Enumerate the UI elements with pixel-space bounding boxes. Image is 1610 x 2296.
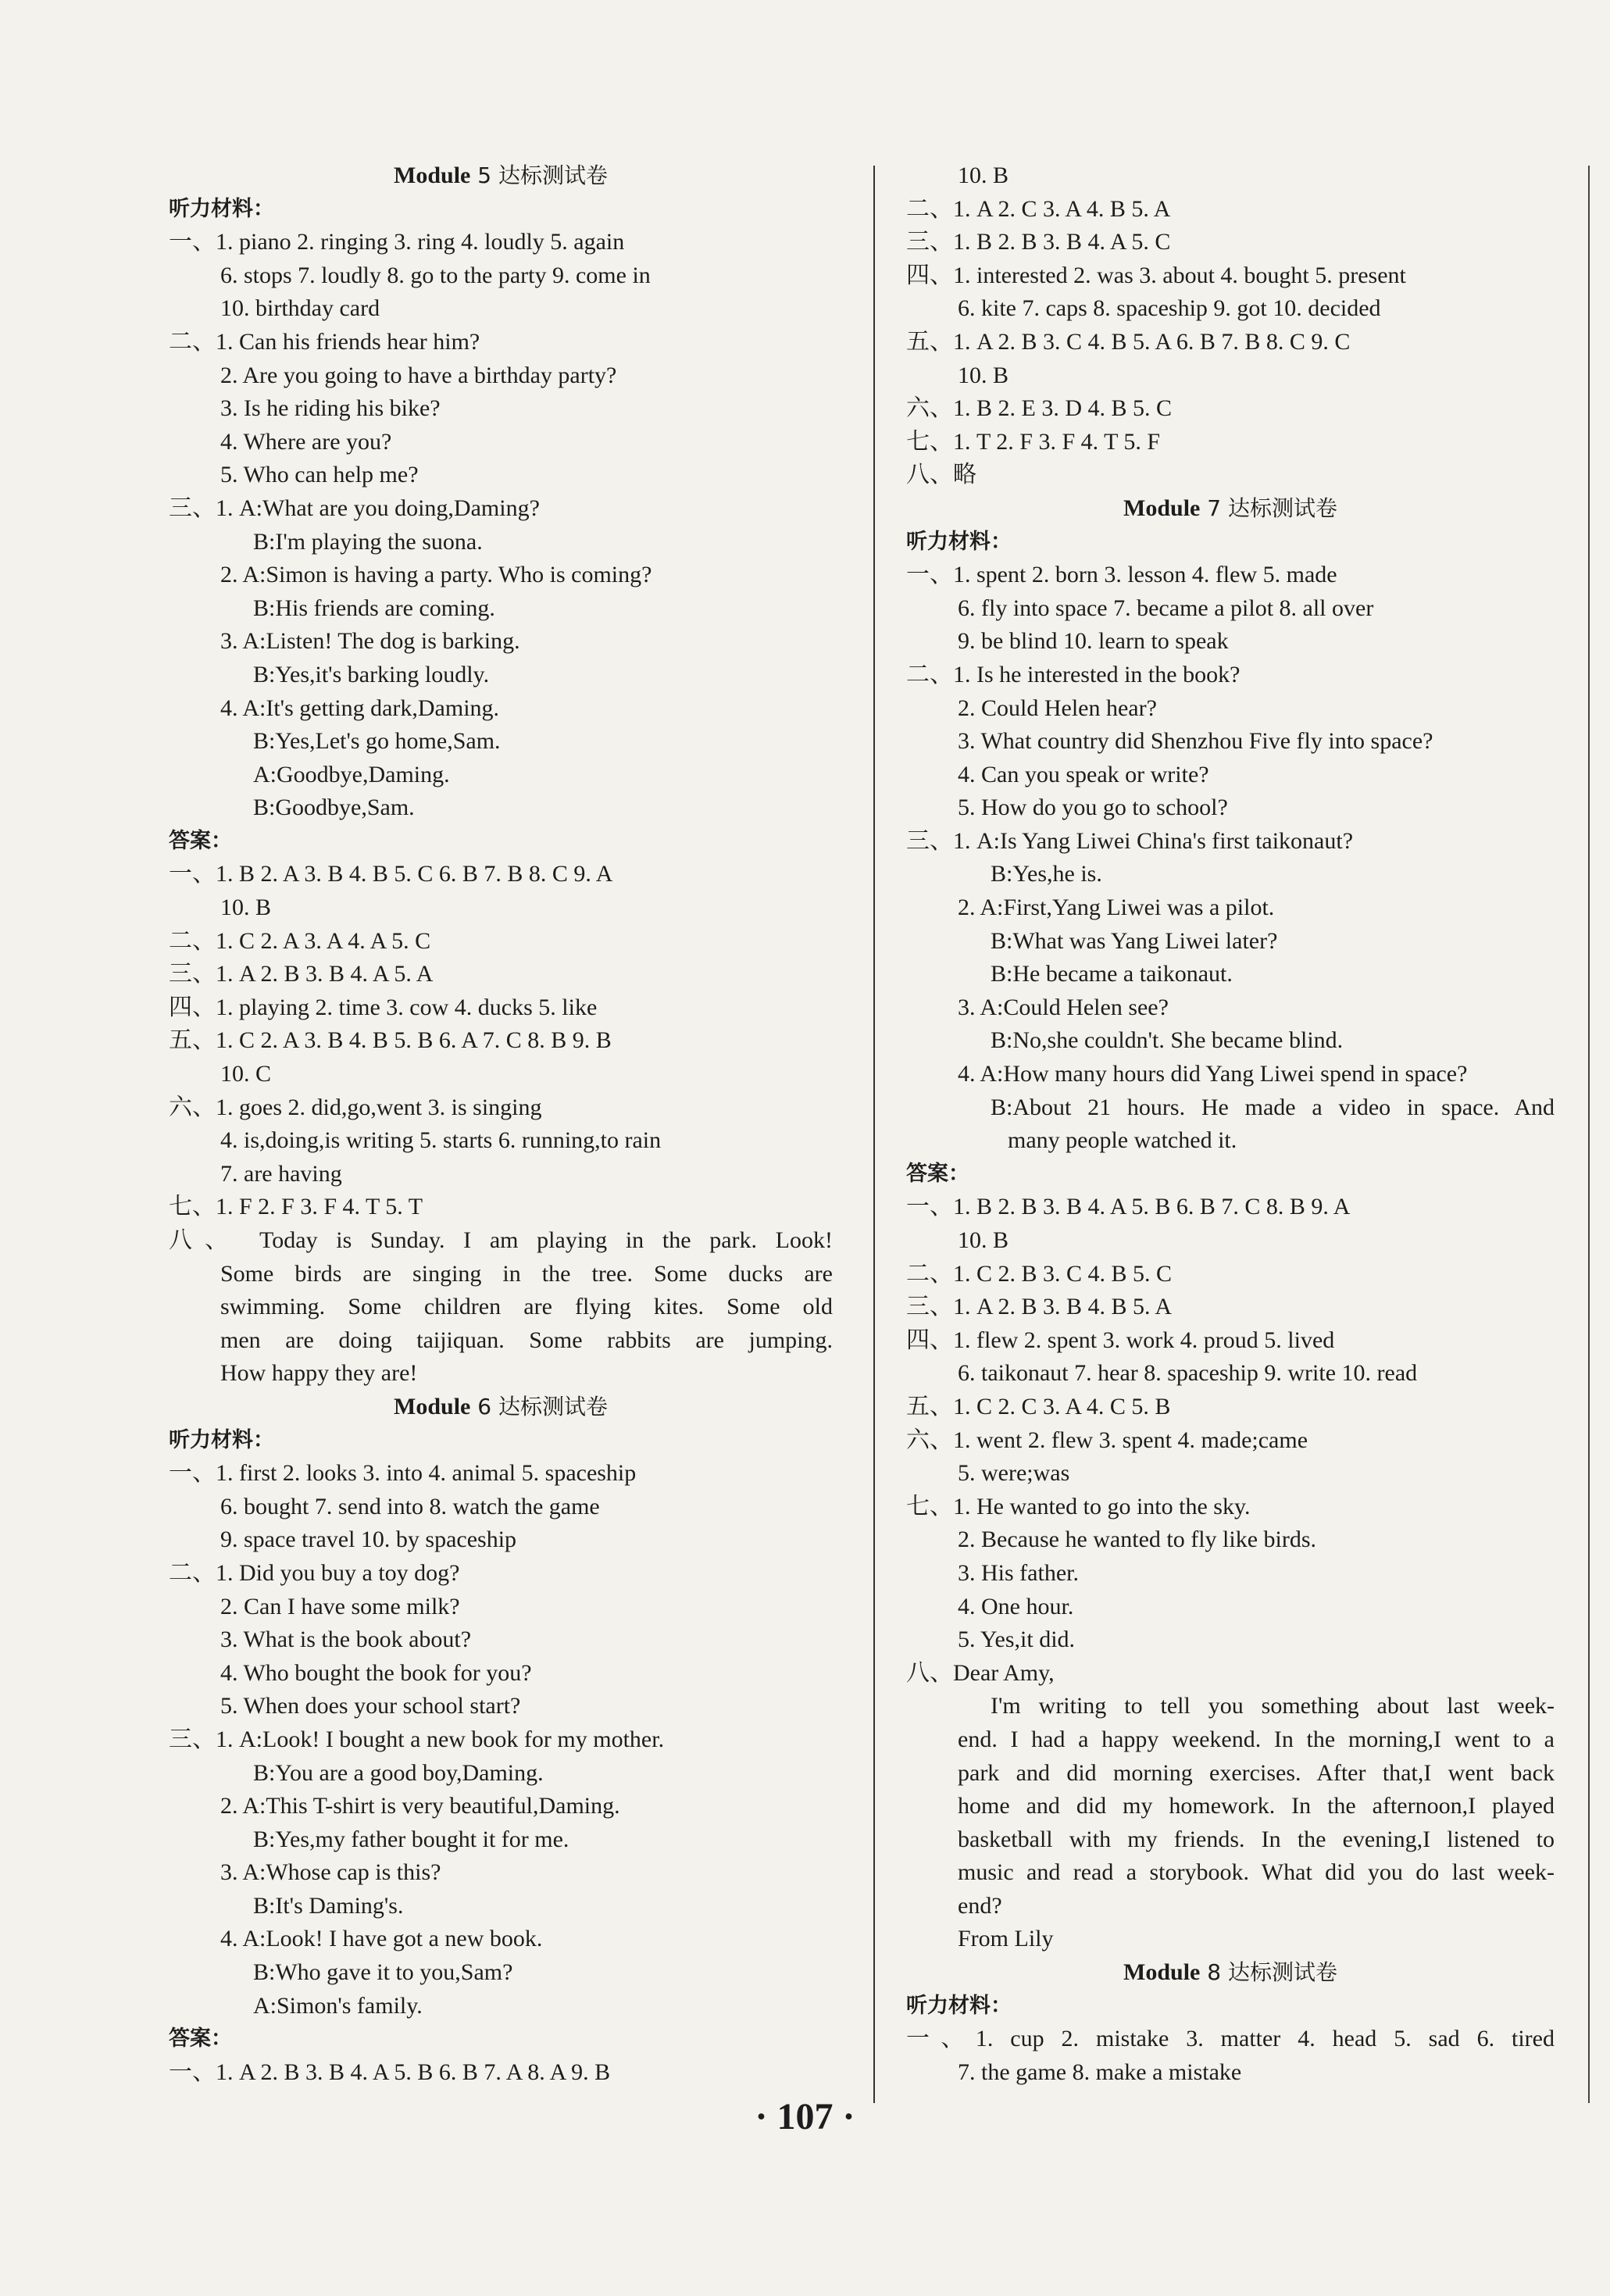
text-line: 10. C [220,1061,272,1087]
text-line: 10. B [958,362,1009,388]
text-line: B:Who gave it to you,Sam? [253,1959,513,1986]
text-line: B:About 21 hours. He made a video in space. And [991,1094,1555,1120]
text-line: 7. are having [220,1160,342,1187]
text-line: 三、1. A 2. B 3. B 4. B 5. A [906,1294,1173,1320]
text-line: 一、1. cup 2. mistake 3. matter 4. head 5. sad 6. tired [906,2026,1555,2052]
text-line: 2. Can I have some milk? [220,1593,460,1619]
text-line: 10. birthday card [220,295,380,322]
text-line: 7. the game 8. make a mistake [958,2059,1242,2085]
text-line: 4. One hour. [958,1593,1074,1619]
left-column [169,159,833,2089]
text-line: 5. Yes,it did. [958,1626,1076,1653]
text-line: B:Goodbye,Sam. [253,794,415,821]
text-line: 2. A:Simon is having a party. Who is coming? [220,562,652,588]
text-line: home and did my homework. In the afternoon,I played [958,1793,1555,1819]
text-line: 一、1. spent 2. born 3. lesson 4. flew 5. made [906,562,1337,588]
module-heading-subtitle: 6 达标测试卷 [470,1393,608,1419]
text-line: 一、1. A 2. B 3. B 4. A 5. B 6. B 7. A 8. A 9. B [169,2059,611,2085]
text-line: 八、 Today is Sunday. I am playing in the park. Look! [169,1227,833,1253]
text-line: many people watched it. [1008,1127,1237,1154]
text-line: 4. Who bought the book for you? [220,1659,532,1686]
text-line: 9. space travel 10. by spaceship [220,1527,517,1553]
text-line: 10. B [958,162,1009,188]
text-line: I'm writing to tell you something about last week- [991,1693,1555,1719]
section-label: 答案： [169,2026,232,2051]
text-line: 四、1. playing 2. time 3. cow 4. ducks 5. like [169,994,598,1020]
text-line: 2. A:First,Yang Liwei was a pilot. [958,894,1275,921]
text-line: 6. stops 7. loudly 8. go to the party 9. come in [220,262,651,288]
module-heading-label: Module [394,162,471,188]
page-number: · 107 · [755,2096,855,2137]
section-label: 听力材料： [906,1993,1012,2018]
text-line: B:It's Daming's. [253,1892,404,1919]
text-line: music and read a storybook. What did you do last week- [958,1859,1555,1886]
text-line: 3. A:Whose cap is this? [220,1859,441,1886]
section-label: 答案： [906,1161,969,1186]
text-line: 五、1. C 2. A 3. B 4. B 5. B 6. A 7. C 8. B 9. B [169,1027,612,1054]
text-line: end. I had a happy weekend. In the morning,I went to a [958,1726,1555,1752]
text-line: 2. Because he wanted to fly like birds. [958,1527,1317,1553]
text-line: 6. taikonaut 7. hear 8. spaceship 9. write 10. read [958,1360,1418,1387]
right-column [906,159,1555,2089]
text-line: 5. How do you go to school? [958,794,1228,821]
text-line: 9. be blind 10. learn to speak [958,628,1229,655]
text-line: 八、Dear Amy, [906,1659,1055,1686]
text-line: 二、1. Can his friends hear him? [169,328,480,355]
section-label: 听力材料： [906,529,1012,554]
text-line: 3. Is he riding his bike? [220,395,441,422]
section-label: 听力材料： [169,196,274,221]
text-line: 一、1. B 2. B 3. B 4. A 5. B 6. B 7. C 8. B 9. A [906,1194,1351,1220]
text-line: 七、1. He wanted to go into the sky. [906,1493,1251,1519]
page-edge-line [1588,166,1590,2103]
text-line: B:Yes,he is. [991,861,1102,887]
text-line: 3. A:Listen! The dog is barking. [220,628,520,655]
text-line: 6. kite 7. caps 8. spaceship 9. got 10. decided [958,295,1381,322]
text-line: 八、略 [906,462,976,488]
text-line: B:Yes,Let's go home,Sam. [253,728,501,755]
text-line: 6. fly into space 7. became a pilot 8. all over [958,595,1374,621]
text-line: B:I'm playing the suona. [253,528,483,555]
text-line: 六、1. B 2. E 3. D 4. B 5. C [906,395,1173,422]
text-line: 5. When does your school start? [220,1693,521,1719]
text-line: 一、1. piano 2. ringing 3. ring 4. loudly 5. again [169,229,625,255]
text-line: 二、1. C 2. A 3. A 4. A 5. C [169,927,431,954]
text-line: 一、1. first 2. looks 3. into 4. animal 5. spaceship [169,1460,637,1487]
text-line: B:His friends are coming. [253,595,495,621]
text-line: 10. B [220,894,272,921]
text-line: 二、1. Did you buy a toy dog? [169,1559,460,1586]
text-line: 5. were;was [958,1460,1070,1487]
text-line: B:Yes,it's barking loudly. [253,661,490,687]
text-line: basketball with my friends. In the evening,I listened to [958,1826,1555,1852]
text-line: From Lily [958,1926,1054,1952]
text-line: 四、1. flew 2. spent 3. work 4. proud 5. lived [906,1327,1335,1353]
text-line: 五、1. C 2. C 3. A 4. C 5. B [906,1393,1171,1419]
text-line: 三、1. A:What are you doing,Daming? [169,495,540,521]
text-line: 3. What country did Shenzhou Five fly into space? [958,728,1433,755]
text-line: A:Simon's family. [253,1992,423,2019]
text-line: 六、1. went 2. flew 3. spent 4. made;came [906,1427,1308,1453]
module-heading [906,1956,1555,1990]
text-line: 三、1. A:Look! I bought a new book for my mother. [169,1726,665,1752]
text-line: 七、1. T 2. F 3. F 4. T 5. F [906,428,1161,455]
text-line: 2. A:This T-shirt is very beautiful,Daming. [220,1793,620,1819]
text-line: 3. A:Could Helen see? [958,994,1169,1020]
text-line: 三、1. A:Is Yang Liwei China's first taikonaut? [906,827,1354,854]
text-line: 4. Where are you? [220,428,392,455]
text-line: 六、1. goes 2. did,go,went 3. is singing [169,1094,542,1120]
text-line: 三、1. B 2. B 3. B 4. A 5. C [906,229,1171,255]
text-line: 4. Can you speak or write? [958,761,1209,787]
module-heading-subtitle: 8 达标测试卷 [1200,1959,1337,1986]
text-line: 4. A:How many hours did Yang Liwei spend in space? [958,1061,1468,1087]
text-line: A:Goodbye,Daming. [253,761,450,787]
module-heading [906,492,1555,526]
text-line: 10. B [958,1227,1009,1253]
text-line: 二、1. A 2. C 3. A 4. B 5. A [906,195,1171,222]
text-line: 4. A:It's getting dark,Daming. [220,695,500,721]
text-line: 4. is,doing,is writing 5. starts 6. running,to rain [220,1127,662,1154]
text-line: B:What was Yang Liwei later? [991,927,1278,954]
module-heading [169,1391,833,1424]
module-heading-subtitle: 7 达标测试卷 [1200,495,1337,521]
text-line: 四、1. interested 2. was 3. about 4. bought 5. present [906,262,1406,288]
text-line: 4. A:Look! I have got a new book. [220,1926,543,1952]
text-line: 5. Who can help me? [220,462,419,488]
text-line: 二、1. Is he interested in the book? [906,661,1241,687]
section-label: 听力材料： [169,1427,274,1452]
text-line: park and did morning exercises. After that,I went back [958,1759,1555,1786]
text-line: 6. bought 7. send into 8. watch the game [220,1493,600,1519]
text-line: 2. Could Helen hear? [958,695,1157,721]
text-line: How happy they are! [220,1360,418,1387]
module-heading-subtitle: 5 达标测试卷 [470,162,608,188]
text-line: 三、1. A 2. B 3. B 4. A 5. A [169,961,434,987]
text-line: 五、1. A 2. B 3. C 4. B 5. A 6. B 7. B 8. C 9. C [906,328,1351,355]
module-heading [169,159,833,193]
text-line: 七、1. F 2. F 3. F 4. T 5. T [169,1194,423,1220]
module-heading-label: Module [1123,1959,1201,1986]
text-line: B:You are a good boy,Daming. [253,1759,544,1786]
text-line: B:He became a taikonaut. [991,961,1233,987]
text-line: Some birds are singing in the tree. Some ducks are [220,1260,833,1287]
text-line: 3. His father. [958,1559,1079,1586]
text-line: 二、1. C 2. B 3. C 4. B 5. C [906,1260,1173,1287]
text-line: 一、1. B 2. A 3. B 4. B 5. C 6. B 7. B 8. C 9. A [169,861,613,887]
text-line: 2. Are you going to have a birthday party? [220,362,617,388]
module-heading-label: Module [1123,495,1201,521]
text-line: 3. What is the book about? [220,1626,472,1653]
text-line: end? [958,1892,1002,1919]
section-label: 答案： [169,828,232,853]
text-line: B:No,she couldn't. She became blind. [991,1027,1344,1054]
text-line: swimming. Some children are flying kites. Some old [220,1294,833,1320]
text-line: B:Yes,my father bought it for me. [253,1826,569,1852]
module-heading-label: Module [394,1393,471,1419]
text-line: men are doing taijiquan. Some rabbits are jumping. [220,1327,833,1353]
column-divider [873,166,875,2103]
